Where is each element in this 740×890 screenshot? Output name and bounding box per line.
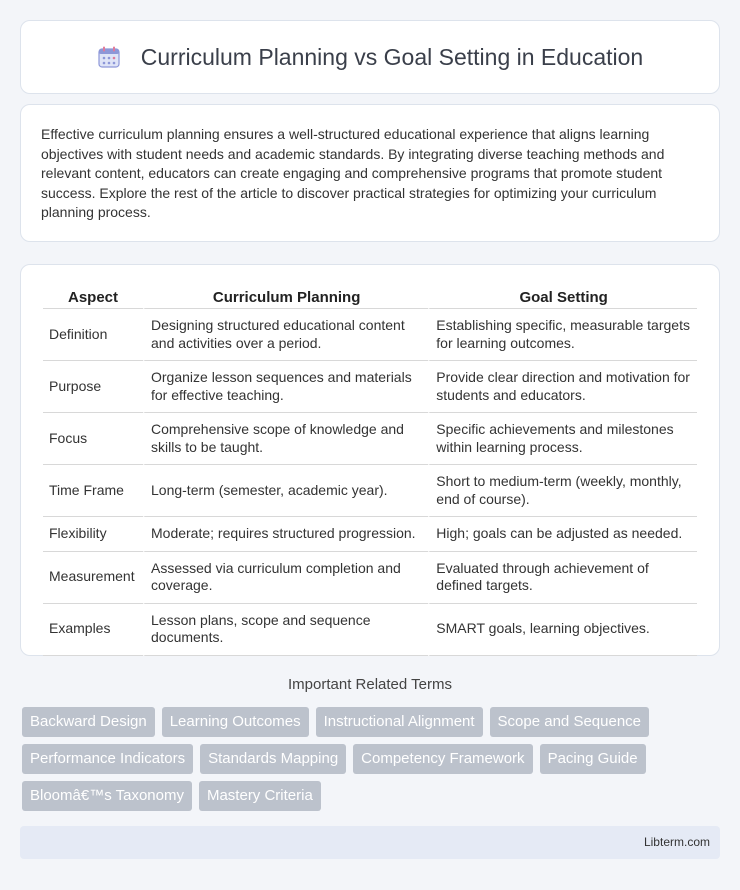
related-term-tag[interactable]: Mastery Criteria	[199, 781, 321, 811]
header-curriculum-planning: Curriculum Planning	[143, 285, 428, 309]
row-aspect: Examples	[43, 604, 143, 656]
page-title: Curriculum Planning vs Goal Setting in Education	[140, 43, 644, 70]
row-aspect: Focus	[43, 413, 143, 465]
row-curriculum-planning: Long-term (semester, academic year).	[143, 465, 428, 517]
table-row	[43, 465, 697, 517]
related-term-tag[interactable]: Performance Indicators	[22, 744, 193, 774]
related-term-tag[interactable]: Scope and Sequence	[490, 707, 649, 737]
row-curriculum-planning: Moderate; requires structured progression.	[143, 517, 428, 552]
table-row	[43, 413, 697, 465]
row-goal-setting: SMART goals, learning objectives.	[428, 604, 697, 656]
table-row	[43, 604, 697, 656]
related-term-tag[interactable]: Learning Outcomes	[162, 707, 309, 737]
row-goal-setting: Short to medium-term (weekly, monthly, end of course).	[428, 465, 697, 517]
header-card	[20, 20, 720, 94]
related-term-tag[interactable]: Instructional Alignment	[316, 707, 483, 737]
header-goal-setting: Goal Setting	[428, 285, 697, 309]
row-curriculum-planning: Assessed via curriculum completion and coverage.	[143, 552, 428, 604]
related-terms-title: Important Related Terms	[288, 676, 452, 693]
table-header-row	[43, 285, 697, 309]
related-term-tag[interactable]: Backward Design	[22, 707, 155, 737]
table-row	[43, 309, 697, 361]
row-curriculum-planning: Lesson plans, scope and sequence documents.	[143, 604, 428, 656]
row-aspect: Time Frame	[43, 465, 143, 517]
related-term-tag[interactable]: Pacing Guide	[540, 744, 646, 774]
table-row	[43, 552, 697, 604]
row-aspect: Definition	[43, 309, 143, 361]
row-goal-setting: Establishing specific, measurable targets for learning outcomes.	[428, 309, 697, 361]
footer	[20, 826, 720, 859]
comparison-table-card	[20, 264, 720, 656]
row-goal-setting: Specific achievements and milestones within learning process.	[428, 413, 697, 465]
header-aspect: Aspect	[43, 285, 143, 309]
row-curriculum-planning: Comprehensive scope of knowledge and skills to be taught.	[143, 413, 428, 465]
row-goal-setting: High; goals can be adjusted as needed.	[428, 517, 697, 552]
row-goal-setting: Evaluated through achievement of defined targets.	[428, 552, 697, 604]
row-curriculum-planning: Designing structured educational content and activities over a period.	[143, 309, 428, 361]
table-row	[43, 361, 697, 413]
related-terms-list	[22, 707, 722, 811]
comparison-table	[43, 285, 697, 656]
row-aspect: Purpose	[43, 361, 143, 413]
intro-card	[20, 104, 720, 242]
row-goal-setting: Provide clear direction and motivation for students and educators.	[428, 361, 697, 413]
row-aspect: Flexibility	[43, 517, 143, 552]
footer-site-link[interactable]: Libterm.com	[643, 835, 710, 849]
related-term-tag[interactable]: Standards Mapping	[200, 744, 346, 774]
intro-paragraph: Effective curriculum planning ensures a well-structured educational experience that aligns learning objectives with student needs and academic standards. By integrating diverse teaching methods and relevant content, educators can create engaging and comprehensive programs that promote student success. Explore the rest of the article to discover practical strategies for optimizing your curriculum planning process.	[41, 126, 665, 221]
related-term-tag[interactable]: Bloomâ€™s Taxonomy	[22, 781, 192, 811]
related-term-tag[interactable]: Competency Framework	[353, 744, 532, 774]
row-curriculum-planning: Organize lesson sequences and materials for effective teaching.	[143, 361, 428, 413]
table-row	[43, 517, 697, 552]
row-aspect: Measurement	[43, 552, 143, 604]
calendar-icon	[97, 45, 121, 69]
